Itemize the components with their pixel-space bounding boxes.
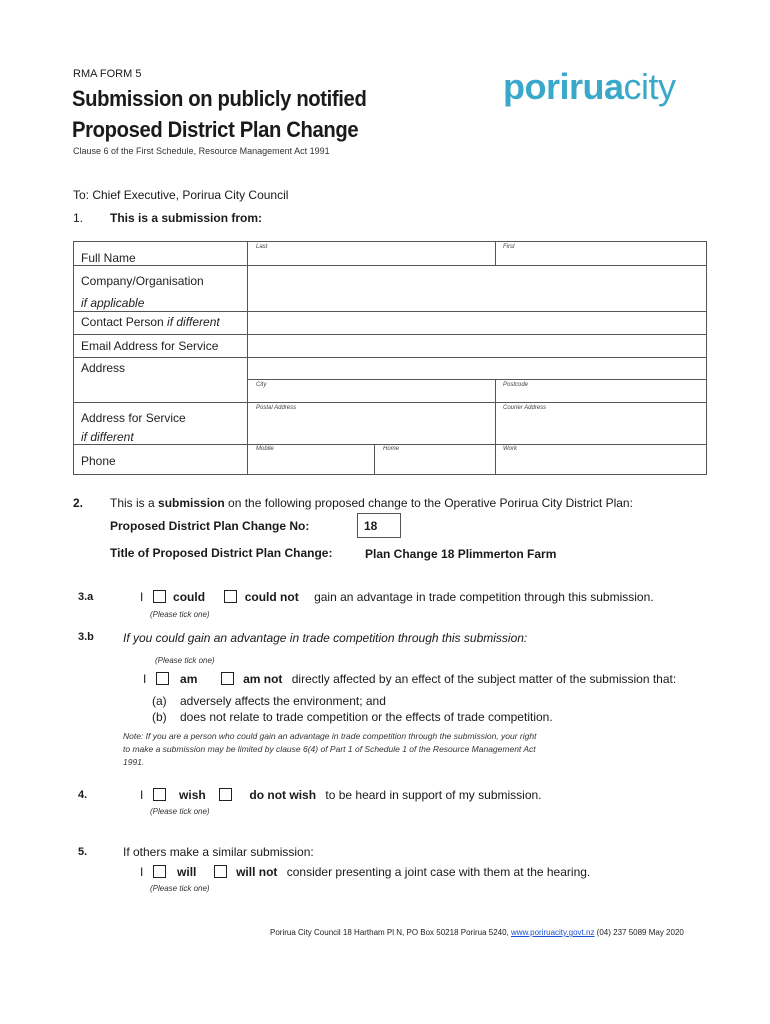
courier-address-field[interactable] (496, 403, 706, 444)
to-line: To: Chief Executive, Porirua City Council (73, 188, 289, 202)
section-4-statement: to be heard in support of my submission. (325, 788, 542, 802)
address-field[interactable] (248, 358, 706, 379)
website-link[interactable]: www.poriruacity.govt.nz (511, 928, 595, 937)
tick-one-hint: (Please tick one) (150, 610, 210, 619)
section-4-number: 4. (78, 789, 88, 801)
footer-phone-date: (04) 237 5089 May 2020 (594, 928, 684, 937)
address-label: Address (81, 361, 126, 375)
could-not-checkbox[interactable] (224, 590, 237, 603)
section-1-number: 1. (73, 211, 84, 225)
will-checkbox[interactable] (153, 865, 166, 878)
contact-person-label (81, 315, 220, 329)
wish-label: wish (179, 788, 206, 802)
condition-a-text: adversely affects the environment; and (180, 694, 386, 708)
note-line-2: to make a submission may be limited by clause 6(4) of Part 1 of Schedule 1 of the Resource Management Act (123, 744, 536, 754)
section-1-title: This is a submission from: (110, 211, 263, 225)
plan-change-title-label: Title of Proposed District Plan Change: (110, 546, 333, 560)
contact-person-field[interactable] (248, 312, 706, 334)
do-not-wish-label: do not wish (249, 788, 317, 802)
home-caption: Home (383, 446, 400, 452)
first-name-caption: First (503, 244, 515, 250)
will-label: will (177, 865, 197, 879)
section-5-number: 5. (78, 846, 88, 858)
last-name-caption: Last (256, 244, 268, 250)
tick-one-hint: (Please tick one) (155, 656, 215, 665)
company-label-note: if applicable (81, 296, 145, 310)
postcode-caption: Postcode (503, 382, 529, 388)
email-field[interactable] (248, 335, 706, 357)
plan-change-number-box[interactable] (357, 513, 401, 538)
phone-label: Phone (81, 454, 116, 468)
work-caption: Work (503, 446, 517, 452)
section-4-line (140, 788, 542, 802)
section-3b-statement: directly affected by an effect of the subject matter of the submission that: (291, 672, 677, 686)
tick-one-hint: (Please tick one) (150, 807, 210, 816)
address-for-service-label: Address for Service (81, 411, 186, 425)
pronoun-i: I (140, 788, 144, 802)
condition-a-label: (a) (152, 694, 167, 708)
condition-b-text: does not relate to trade competition or the effects of trade competition. (180, 710, 553, 724)
title-line-2: Proposed District Plan Change (72, 117, 359, 142)
section-3b-line (143, 672, 676, 686)
do-not-wish-checkbox[interactable] (219, 788, 232, 801)
section-5-statement: consider presenting a joint case with them at the hearing. (286, 865, 591, 879)
section-3a-number: 3.a (78, 591, 94, 603)
plan-change-number-label: Proposed District Plan Change No: (110, 519, 310, 533)
am-not-checkbox[interactable] (221, 672, 234, 685)
form-number: RMA FORM 5 (73, 68, 142, 80)
plan-change-number: 18 (364, 519, 378, 533)
section-3b-number: 3.b (78, 631, 94, 643)
last-name-field[interactable] (248, 242, 494, 265)
mobile-field[interactable] (248, 445, 373, 474)
wish-checkbox[interactable] (153, 788, 166, 801)
section-5-lead: If others make a similar submission: (123, 845, 314, 859)
section-3b-lead: If you could gain an advantage in trade competition through this submission: (123, 631, 528, 645)
will-not-checkbox[interactable] (214, 865, 227, 878)
am-checkbox[interactable] (156, 672, 169, 685)
pronoun-i: I (140, 590, 144, 604)
company-label: Company/Organisation (81, 274, 204, 288)
intro-emphasis: submission (158, 496, 225, 510)
am-not-label: am not (243, 672, 283, 686)
plan-change-title: Plan Change 18 Plimmerton Farm (365, 547, 557, 561)
city-caption: City (256, 382, 267, 388)
section-2-number: 2. (73, 496, 84, 510)
city-field[interactable] (248, 380, 494, 402)
first-name-field[interactable] (496, 242, 706, 265)
pronoun-i: I (140, 865, 144, 879)
contact-person-text: Contact Person (81, 315, 168, 329)
postcode-field[interactable] (496, 380, 706, 402)
full-name-label: Full Name (81, 251, 136, 265)
section-3a-statement: gain an advantage in trade competition through this submission. (314, 590, 654, 604)
section-3a-line (140, 590, 654, 604)
could-not-label: could not (244, 590, 299, 604)
logo-text-city: city (623, 66, 676, 107)
address-for-service-note: if different (81, 430, 134, 444)
footer-address: Porirua City Council 18 Hartham Pl N, PO Box 50218 Porirua 5240, (270, 928, 512, 937)
footer (270, 928, 684, 937)
porirua-city-logo (503, 66, 676, 108)
work-phone-field[interactable] (496, 445, 706, 474)
tick-one-hint: (Please tick one) (150, 884, 210, 893)
note-line-3: 1991. (123, 757, 145, 767)
note-line-1: Note: If you are a person who could gain an advantage in trade competition through the submission, your right (123, 731, 537, 741)
section-5-line (140, 865, 590, 879)
logo-text-porirua: porirua (503, 66, 624, 107)
company-field[interactable] (248, 266, 706, 311)
will-not-label: will not (236, 865, 278, 879)
contact-person-note: if different (167, 315, 220, 329)
am-label: am (180, 672, 198, 686)
intro-text: This is a (110, 496, 159, 510)
could-checkbox[interactable] (153, 590, 166, 603)
home-phone-field[interactable] (375, 445, 494, 474)
courier-address-caption: Courier Address (503, 405, 547, 411)
clause-subtitle: Clause 6 of the First Schedule, Resource Management Act 1991 (73, 146, 330, 156)
intro-text-rest: on the following proposed change to the Operative Porirua City District Plan: (224, 496, 633, 510)
postal-address-caption: Postal Address (256, 405, 297, 411)
could-label: could (173, 590, 206, 604)
section-2-intro (110, 496, 633, 510)
condition-b-label: (b) (152, 710, 167, 724)
postal-address-field[interactable] (248, 403, 494, 444)
pronoun-i: I (143, 672, 147, 686)
email-label: Email Address for Service (81, 339, 219, 353)
mobile-caption: Mobile (256, 446, 274, 452)
title-line-1: Submission on publicly notified (72, 86, 367, 111)
